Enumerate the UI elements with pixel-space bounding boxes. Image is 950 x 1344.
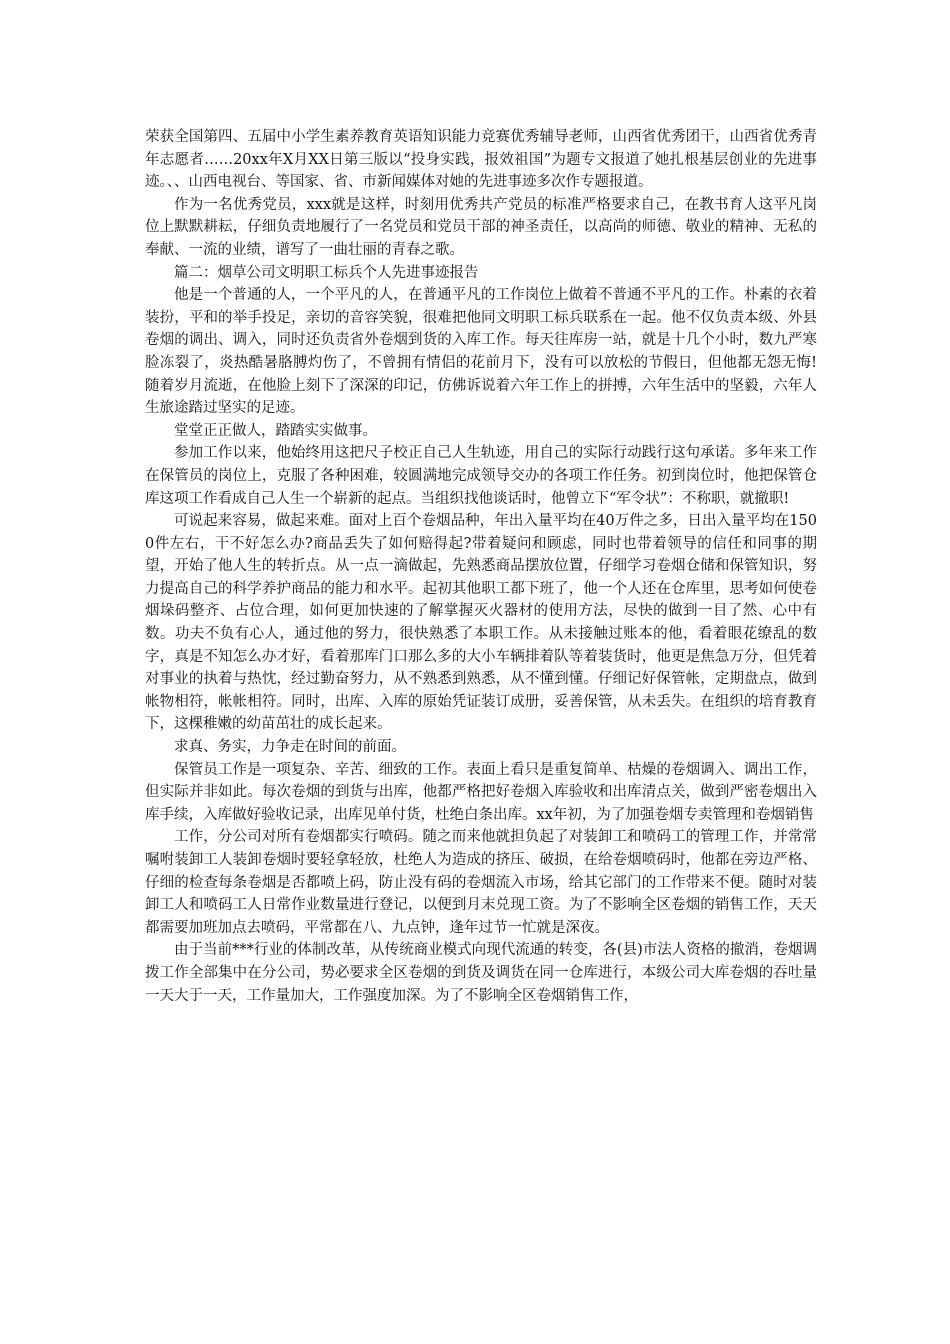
paragraph-7: 可说起来容易，做起来难。面对上百个卷烟品种，年出入量平均在40万件之多，日出入量平均在1500件左右，干不好怎么办?商品丢失了如何赔得起?带着疑问和顾虑，同时也带着领导的信任和同事的期望，开始了他人生的转折点。从一点一滴做起，先熟悉商品摆放位置，仔细学习卷烟仓储和保管知识，努力提高自己的科学养护商品的能力和水平。起初其他职工都下班了，他一个人还在仓库里，思考如何使卷烟垛码整齐、占位合理，如何更加快速的了解掌握灭火器材的使用方法，尽快的做到一目了然、心中有数。功夫不负有心人，通过他的努力，很快熟悉了本职工作。从未接触过账本的他，看着眼花缭乱的数字，真是不知怎么办才好，看着那库门口那么多的大小车辆排着队等着装货时，他更是焦急万分，但凭着对事业的执着与热忱，经过勤奋努力，从不熟悉到熟悉，从不懂到懂。仔细记好保管帐，定期盘点，做到帐物相符，帐帐相符。同时，出库、入库的原始凭证装订成册，妥善保管，从未丢失。在组织的培育教育下，这棵稚嫩的幼苗茁壮的成长起来。: [145, 513, 817, 733]
paragraph-4: 他是一个普通的人，一个平凡的人，在普通平凡的工作岗位上做着不普通不平凡的工作。朴素的衣着装扮，平和的举手投足，亲切的音容笑貌，很难把他同文明职工标兵联系在一起。他不仅负责本级、外县卷烟的调出、调入，同时还负责省外卷烟到货的入库工作。每天往库房一站，就是十几个小时，数九严寒脸冻裂了，炎热酷暑胳膊灼伤了，不曾拥有情侣的花前月下，没有可以放松的节假日，但他都无怨无悔!随着岁月流逝，在他脸上刻下了深深的印记，仿佛诉说着六年工作上的拼搏，六年生活中的坚毅，六年人生旅途踏过坚实的足迹。: [145, 287, 817, 417]
paragraph-11: 由于当前***行业的体制改革，从传统商业模式向现代流通的转变，各(县)市法人资格的撤消，卷烟调拨工作全部集中在分公司，势必要求全区卷烟的到货及调货在同一仓库进行，本级公司大库卷烟的吞吐量一天大于一天，工作量加大，工作强度加深。为了不影响全区卷烟销售工作，: [145, 942, 817, 1004]
paragraph-9: 保管员工作是一项复杂、辛苦、细致的工作。表面上看只是重复简单、枯燥的卷烟调入、调出工作，但实际并非如此。每次卷烟的到货与出库，他都严格把好卷烟入库验收和出库清点关，做到严密卷烟出入库手续，入库做好验收记录，出库见单付货，杜绝白条出库。xx年初，为了加强卷烟专卖管理和卷烟销售: [145, 761, 817, 823]
paragraph-8: 求真、务实，力争走在时间的前面。: [174, 739, 406, 756]
document-body: [145, 126, 817, 1007]
paragraph-5: 堂堂正正做人，踏踏实实做事。: [174, 422, 377, 439]
paragraph-10: 工作，分公司对所有卷烟都实行喷码。随之而来他就担负起了对装卸工和喷码工的管理工作，并常常嘱咐装卸工人装卸卷烟时要轻拿轻放，杜绝人为造成的挤压、破损，在给卷烟喷码时，他都在旁边严格、仔细的检查每条卷烟是否都喷上码，防止没有码的卷烟流入市场，给其它部门的工作带来不便。随时对装卸工人和喷码工人日常作业数量进行登记，以便到月末兑现工资。为了不影响全区卷烟的销售工作，天天都需要加班加点去喷码，平常都在八、九点钟，逢年过节一忙就是深夜。: [145, 829, 817, 936]
paragraph-2: 作为一名优秀党员，xxx就是这样，时刻用优秀共产党员的标准严格要求自己，在教书育人这平凡岗位上默默耕耘，仔细负责地履行了一名党员和党员干部的神圣责任，以高尚的师德、敬业的精神、无私的奉献、一流的业绩，谱写了一曲壮丽的青春之歌。: [145, 196, 817, 258]
section-heading: 篇二：烟草公司文明职工标兵个人先进事迹报告: [174, 264, 479, 281]
paragraph-1: 荣获全国第四、五届中小学生素养教育英语知识能力竞赛优秀辅导老师，山西省优秀团干，山西省优秀青年志愿者……20xx年X月XX日第三版以“投身实践，报效祖国”为题专文报道了她扎根基层创业的先进事迹。、、山西电视台、等国家、省、市新闻媒体对她的先进事迹多次作专题报道。: [145, 129, 817, 191]
paragraph-6: 参加工作以来，他始终用这把尺子校正自己人生轨迹，用自己的实际行动践行这句承诺。多年来工作在保管员的岗位上，克服了各种困难，较圆满地完成领导交办的各项工作任务。初到岗位时，他把保管仓库这项工作看成自己人生一个崭新的起点。当组织找他谈话时，他曾立下“军令状”：不称职，就撤职!: [145, 445, 817, 507]
